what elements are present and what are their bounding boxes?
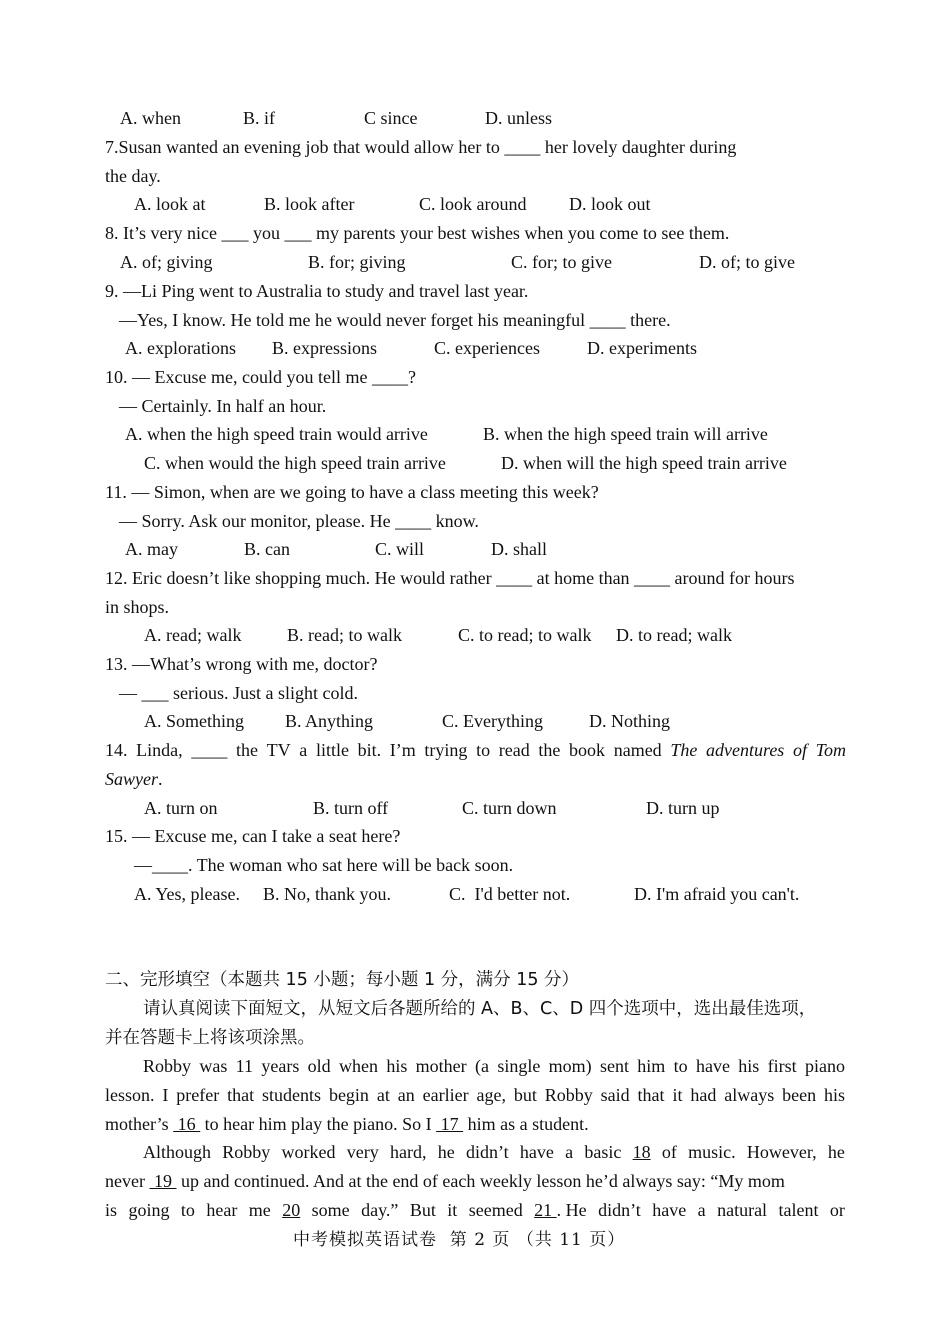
option-b: B. expressions <box>272 338 377 358</box>
blank-18[interactable]: 18 <box>632 1142 651 1162</box>
passage-p1-line1: Robby was 11 years old when his mother (a single mom) sent him to have his first piano <box>143 1056 845 1076</box>
option-d: D. shall <box>491 539 547 559</box>
option-c: C. to read; to walk <box>458 625 592 645</box>
option-b: B. No, thank you. <box>263 884 391 904</box>
option-d: D. experiments <box>587 338 697 358</box>
option-d: D. look out <box>569 194 651 214</box>
blank-19[interactable]: 19 <box>149 1171 177 1191</box>
option-c: C. for; to give <box>511 252 612 272</box>
option-b: B. look after <box>264 194 355 214</box>
blank-16[interactable]: 16 <box>173 1114 201 1134</box>
option-a: A. explorations <box>125 338 236 358</box>
option-a: A. look at <box>134 194 206 214</box>
option-b: B. when the high speed train will arrive <box>483 424 768 444</box>
option-b: B. can <box>244 539 290 559</box>
option-c: C. will <box>375 539 425 559</box>
option-d: D. when will the high speed train arrive <box>501 453 787 473</box>
option-d: D. I'm afraid you can't. <box>634 884 800 904</box>
option-a: A. when the high speed train would arrive <box>125 424 428 444</box>
exam-page: A. when B. if C since D. unless 7.Susan wanted an evening job that would allow her to ____ her lovely daughter during the day. A. look at B. look after C. look around D. look out 8. It’s very nice ___ you ___ my parents your best wishes when you come to see them. A. of; giving B. for; giving C. for; to give D. of; to give 9. —Li Ping went to Australia to study and travel last year. —Yes, I know. He told me he would never forget his meaningful ____ there. A. explorations B. expressions C. experiences D. experiments 10. — Excuse me, could you tell me ____? — Certainly. In half an hour. A. when the high speed train would arrive B. when the high speed train will arrive C. when would the high speed train arrive D. when will the high speed train arrive 11. — Simon, when are we going to have a class meeting this week? — Sorry. Ask our monitor, please. He ____ know. A. may B. can C. will D. shall 12. Eric doesn’t like shopping much. He would rather ____ at home than ____ around for hours in shops. A. read; walk B. read; to walk C. to read; to walk D. to read; walk 13. —What’s wrong with me, doctor? — ___ serious. Just a slight cold. A. Something B. Anything C. Everything D. Nothing 14. Linda, ____ the TV a little bit. I’m trying to read the book named The adventures of Tom Sawyer. A. turn on B. turn off C. turn down D. turn up 15. — Excuse me, can I take a seat here? —____. The woman who sat here will be back soon. A. Yes, please. B. No, thank you. C. I'd better not. D. I'm afraid you can't. 二、完形填空（本题共 15 小题；每小题 1 分，满分 15 分） 请认真阅读下面短文，从短文后各题所给的 A、B、C、D 四个选项中，选出最佳选项， 并在答题卡上将该项涂黑。 Robby was 11 years old when his mother (a single mom) sent him to have his first piano lesson. I prefer that students begin at an earlier age, but Robby said that it had always been his mother’s 16 to hear him play the piano. So I 17 him as a student. Although Robby worked very hard, he didn’t have a basic 18 of music. However, he never 19 up and continued. And at the end of each weekly lesson he’d always say: “My mom is going to hear me 20 some day.” But it seemed 21 . He didn’t have a natural talent or 中考模拟英语试卷 第 2 页 （共 11 页） <box>0 0 950 1342</box>
option-c: C. look around <box>419 194 527 214</box>
option-c: C. turn down <box>462 798 557 818</box>
blank-17[interactable]: 17 <box>436 1114 464 1134</box>
option-d: D. turn up <box>646 798 720 818</box>
option-b: B. for; giving <box>308 252 406 272</box>
option-c: C since <box>364 108 418 128</box>
option-b: B. read; to walk <box>287 625 402 645</box>
option-d: D. unless <box>485 108 552 128</box>
option-d: D. Nothing <box>589 711 670 731</box>
option-c: C. experiences <box>434 338 540 358</box>
option-d: D. of; to give <box>699 252 795 272</box>
option-a: A. Yes, please. <box>134 884 240 904</box>
option-b: B. Anything <box>285 711 374 731</box>
q14-stem-line1: 14. Linda, ____ the TV a little bit. I’m trying to read the book named The adventures of Tom <box>105 740 846 760</box>
blank-20[interactable]: 20 <box>282 1200 301 1220</box>
option-a: A. when <box>120 108 181 128</box>
option-a: A. turn on <box>144 798 218 818</box>
option-c: C. when would the high speed train arrive <box>144 453 446 473</box>
option-a: A. read; walk <box>144 625 242 645</box>
option-d: D. to read; walk <box>616 625 732 645</box>
blank-21[interactable]: 21 <box>534 1200 557 1220</box>
option-a: A. Something <box>144 711 245 731</box>
passage-p1-line2: lesson. I prefer that students begin at an earlier age, but Robby said that it had always been his <box>105 1085 845 1105</box>
option-c: C. I'd better not. <box>449 884 571 904</box>
option-a: A. of; giving <box>120 252 213 272</box>
option-a: A. may <box>125 539 178 559</box>
passage-p2-line1: Although Robby worked very hard, he didn’t have a basic 18 of music. However, he <box>143 1138 845 1167</box>
option-b: B. turn off <box>313 798 389 818</box>
passage-p2-line3: is going to hear me 20 some day.” But it seemed 21 . He didn’t have a natural talent or <box>105 1196 845 1225</box>
option-c: C. Everything <box>442 711 543 731</box>
option-b: B. if <box>243 108 276 128</box>
